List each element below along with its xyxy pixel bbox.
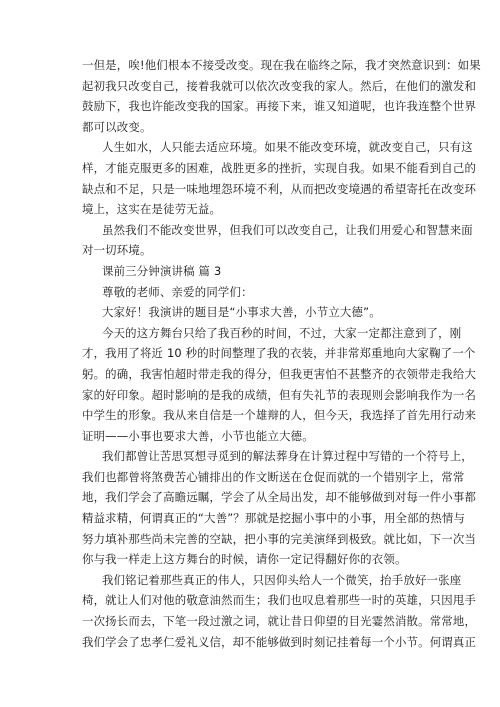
text-line: 今天的这方舞台只给了我百秒的时间，不过，大家一定都注意到了，刚 — [102, 325, 462, 340]
text-line: 你与我一样走上这方舞台的时候，请你一定记得翻好你的衣领。 — [82, 552, 407, 567]
text-line: 地，我们学会了高瞻远瞩，学会了从全局出发，却不能够做到对每一件小事都 — [82, 490, 477, 505]
text-line: 一次扬长而去，下笔一段过激之词，就让昔日仰望的目光霎然消散。常常地， — [82, 614, 477, 629]
text-line: 缺点和不足，只是一味地埋怨环境不利，从而把改变境遇的希望寄托在改变环 — [82, 181, 477, 196]
text-line: 人生如水，人只能去适应环境。如果不能改变环境，就改变自己，只有这 — [102, 140, 473, 155]
text-line: 我们学会了忠孝仁爱礼义信，却不能够做到时刻记挂着每一个小节。何谓真正 — [82, 634, 477, 649]
text-line: 中学生的形象。我从来自信是一个雄辩的人，但今天，我选择了首先用行动来 — [82, 408, 477, 423]
text-line: 我们铭记着那些真正的伟人，只因仰头给人一个微笑，抬手放好一张座 — [102, 572, 462, 587]
text-line: 虽然我们不能改变世界，但我们可以改变自己，让我们用爱心和智慧来面 — [102, 222, 473, 237]
text-line: 起初我只改变自己，接着我就可以依次改变我的家人。然后，在他们的激发和 — [82, 78, 477, 93]
document-body — [82, 55, 481, 652]
text-line: 境上，这实在是徒劳无益。 — [82, 202, 222, 217]
text-line: 鼓励下，我也许能改变我的国家。再接下来，谁又知道呢，也许我连整个世界 — [82, 99, 477, 114]
section-heading: 课前三分钟演讲稿 篇 3 — [102, 263, 222, 278]
text-line: 躬。的确，我害怕超时带走我的得分，但我更害怕不甚整齐的衣领带走我给大 — [82, 366, 477, 381]
text-line: 都可以改变。 — [82, 119, 152, 134]
text-line: 椅，就让人们对他的敬意油然而生；我们也叹息着那些一时的英雄，只因甩手 — [82, 593, 477, 608]
text-line: 努力填补那些尚未完善的空缺，把小事的完美演绎到极致。就比如，下一次当 — [82, 531, 477, 546]
text-line: 我们也都曾将煞费苦心铺排出的作文断送在仓促而就的一个错别字上，常常 — [82, 469, 465, 484]
text-line: 精益求精，何谓真正的“大善”？那就是挖掘小事中的小事，用全部的热情与 — [82, 511, 466, 526]
text-line: 一但是，唉!他们根本不接受改变。现在我在临终之际，我才突然意识到：如果 — [82, 58, 481, 72]
text-line: 样，才能克服更多的困难，战胜更多的挫折，实现自我。如果不能看到自己的 — [82, 160, 477, 175]
text-line: 大家好！我演讲的题目是“小事求大善，小节立大德”。 — [102, 305, 381, 320]
salutation: 尊敬的老师、亲爱的同学们： — [102, 284, 253, 299]
text-line: 家的好印象。超时影响的是我的成绩，但有失礼节的表现则会影响我作为一名 — [82, 387, 477, 402]
text-line: 才，我用了将近 10 秒的时间整理了我的衣装，并非常郑重地向大家鞠了一个 — [82, 346, 476, 361]
text-line: 对一切环境。 — [82, 243, 152, 258]
text-line: 我们都曾让苦思冥想寻觅到的解法葬身在计算过程中写错的一个符号上， — [102, 449, 473, 464]
text-line: 证明——小事也要求大善，小节也能立大德。 — [82, 428, 314, 443]
